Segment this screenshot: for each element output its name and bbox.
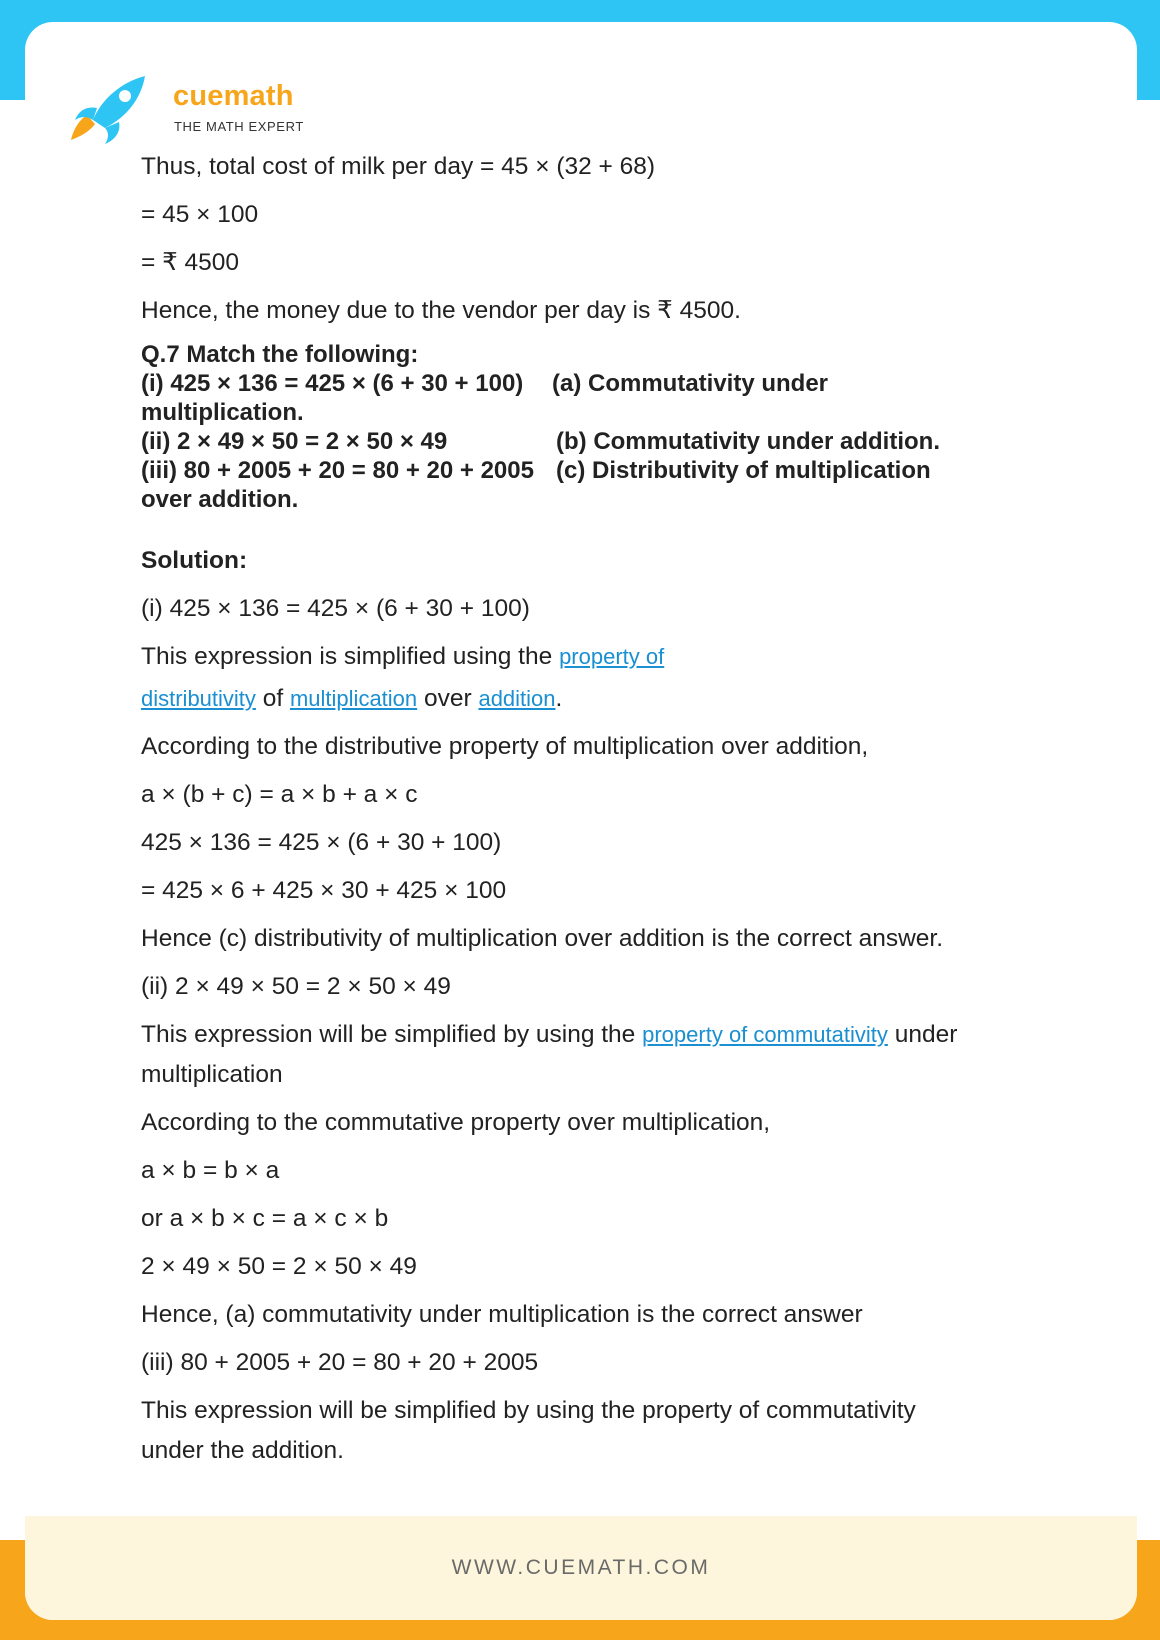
addition-link[interactable]: addition	[478, 686, 556, 711]
rocket-icon	[65, 70, 165, 145]
part2-explanation-line2: multiplication	[141, 1061, 283, 1088]
intro-line: Thus, total cost of milk per day = 45 × (32 + 68)	[141, 153, 656, 180]
question-row-1	[141, 369, 1041, 398]
part2-under-text: under	[894, 1021, 958, 1048]
part3-explanation-line2: under the addition.	[141, 1437, 344, 1464]
part2-line: a × b = b × a	[141, 1157, 280, 1184]
question-row-3-left: (iii) 80 + 2005 + 20 = 80 + 20 + 2005	[141, 457, 534, 484]
question-row-3	[141, 456, 1041, 485]
question-block	[141, 340, 1041, 514]
intro-line: = ₹ 4500	[141, 249, 240, 276]
question-row-2	[141, 427, 1041, 456]
part1-line: 425 × 136 = 425 × (6 + 30 + 100)	[141, 829, 502, 856]
intro-line: = 45 × 100	[141, 201, 259, 228]
part3-explanation-line1: This expression will be simplified by using the property of commutativity	[141, 1397, 916, 1424]
part1-explanation-line1	[141, 636, 1041, 678]
part2-line: or a × b × c = a × c × b	[141, 1205, 389, 1232]
part2-line: Hence, (a) commutativity under multiplication is the correct answer	[141, 1301, 863, 1328]
part1-text: This expression is simplified using the	[141, 643, 553, 670]
solution-heading: Solution:	[141, 547, 248, 574]
part1-period: .	[555, 685, 563, 712]
question-row-3-cont: over addition.	[141, 486, 299, 513]
multiplication-link[interactable]: multiplication	[289, 686, 418, 711]
property-of-commutativity-link[interactable]: property of commutativity	[642, 1022, 888, 1047]
question-row-3-right: (c) Distributivity of multiplication	[556, 457, 931, 484]
part1-line: Hence (c) distributivity of multiplication over addition is the correct answer.	[141, 925, 944, 952]
intro-line: Hence, the money due to the vendor per day is ₹ 4500.	[141, 297, 741, 324]
question-row-1-right: (a) Commutativity under	[552, 370, 829, 397]
part3-expression: (iii) 80 + 2005 + 20 = 80 + 20 + 2005	[141, 1349, 539, 1376]
cuemath-logo[interactable]	[65, 50, 305, 140]
question-row-2-left: (ii) 2 × 49 × 50 = 2 × 50 × 49	[141, 428, 448, 455]
footer	[25, 1516, 1137, 1620]
footer-url[interactable]: WWW.CUEMATH.COM	[451, 1556, 711, 1579]
question-row-1-left: (i) 425 × 136 = 425 × (6 + 30 + 100)	[141, 370, 524, 397]
part1-expression: (i) 425 × 136 = 425 × (6 + 30 + 100)	[141, 595, 530, 622]
part2-line: According to the commutative property over multiplication,	[141, 1109, 771, 1136]
property-of-distributivity-link[interactable]: property of	[559, 644, 665, 669]
brand-name: cuemath	[173, 80, 294, 112]
part1-of-text: of	[262, 685, 284, 712]
part1-line: = 425 × 6 + 425 × 30 + 425 × 100	[141, 877, 507, 904]
question-row-1-cont: multiplication.	[141, 399, 304, 426]
document-content	[141, 146, 1041, 1478]
part2-line: 2 × 49 × 50 = 2 × 50 × 49	[141, 1253, 417, 1280]
part2-text: This expression will be simplified by using the	[141, 1021, 636, 1048]
brand-tagline: THE MATH EXPERT	[174, 119, 304, 134]
distributivity-link[interactable]: distributivity	[141, 686, 256, 711]
part2-explanation-line1	[141, 1014, 1041, 1054]
part1-line: According to the distributive property of multiplication over addition,	[141, 733, 869, 760]
part1-explanation-line2	[141, 678, 1041, 726]
question-row-2-right: (b) Commutativity under addition.	[556, 428, 940, 455]
part1-over-text: over	[423, 685, 472, 712]
part1-line: a × (b + c) = a × b + a × c	[141, 781, 418, 808]
part2-expression: (ii) 2 × 49 × 50 = 2 × 50 × 49	[141, 973, 451, 1000]
question-title: Q.7 Match the following:	[141, 341, 419, 368]
